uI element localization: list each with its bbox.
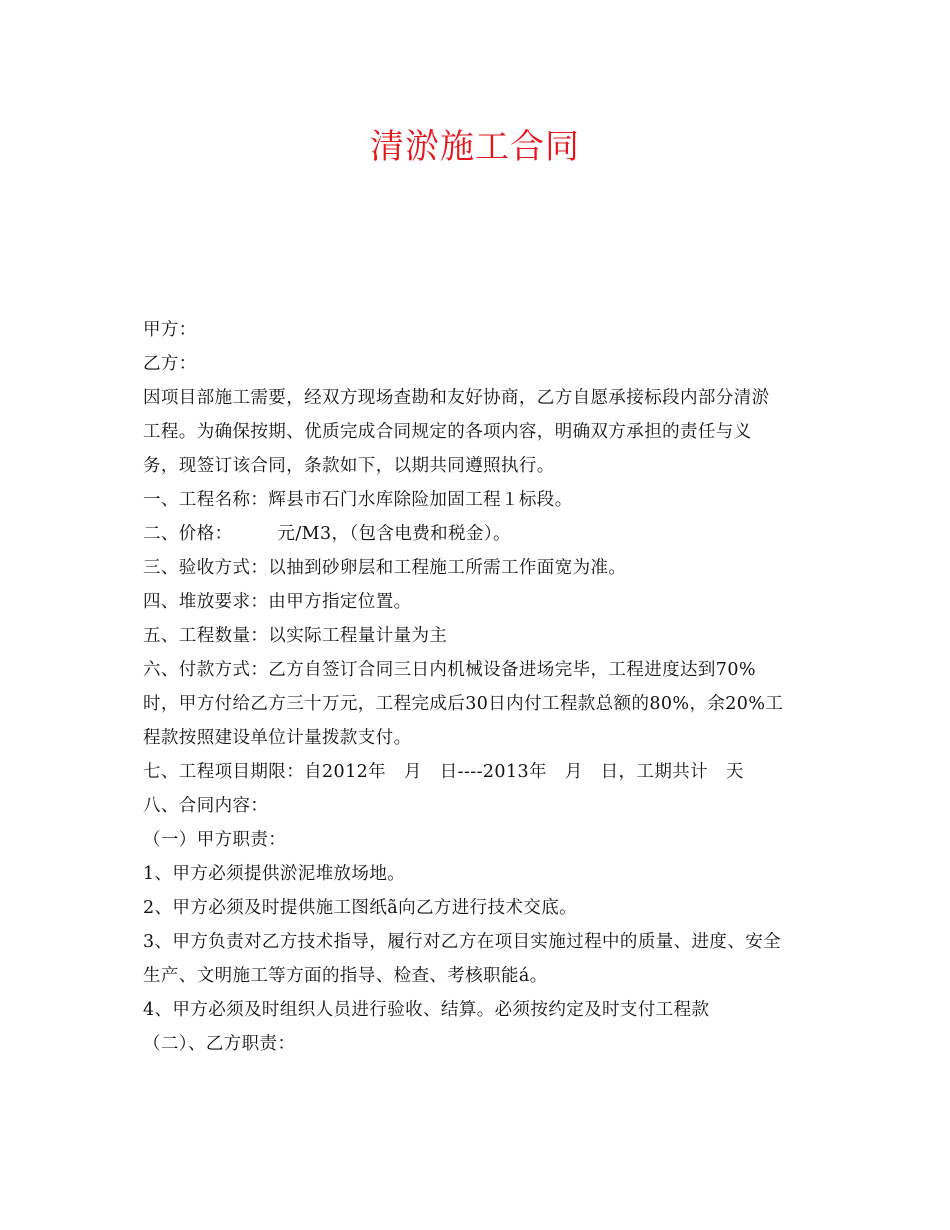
- clause-7-duration: 七、工程项目期限：自2012年 月 日----2013年 月 日，工期共计 天: [143, 762, 744, 782]
- clause-4-stockpile: 四、堆放要求：由甲方指定位置。: [143, 592, 412, 612]
- document-title: 清淤施工合同: [370, 127, 580, 167]
- intro-line-2: 工程。为确保按期、优质完成合同规定的各项内容，明确双方承担的责任与义: [143, 422, 752, 442]
- clause-5-quantity: 五、工程数量：以实际工程量计量为主: [143, 626, 448, 646]
- party-b-line: 乙方：: [143, 354, 197, 374]
- intro-line-1: 因项目部施工需要，经双方现场查勘和友好协商，乙方自愿承接标段内部分清淤: [143, 388, 770, 408]
- party-b-duties-heading: （二）、乙方职责：: [143, 1034, 296, 1054]
- party-a-duty-3-line-2: 生产、文明施工等方面的指导、检查、考核职能á。: [143, 966, 548, 986]
- party-a-duty-4: 4、甲方必须及时组织人员进行验收、结算。必须按约定及时支付工程款: [143, 1000, 710, 1020]
- clause-2-price: 二、价格： 元/M3，（包含电费和税金）。: [143, 524, 511, 544]
- clause-3-acceptance: 三、验收方式：以抽到砂卵层和工程施工所需工作面宽为准。: [143, 558, 627, 578]
- document-body: [143, 313, 813, 1061]
- clause-6-payment-line-2: 时，甲方付给乙方三十万元，工程完成后30日内付工程款总额的80%，余20%工: [143, 694, 784, 714]
- party-a-duty-1: 1、甲方必须提供淤泥堆放场地。: [143, 864, 406, 884]
- party-a-duty-3-line-1: 3、甲方负责对乙方技术指导，履行对乙方在项目实施过程中的质量、进度、安全: [143, 932, 782, 952]
- clause-6-payment-line-1: 六、付款方式：乙方自签订合同三日内机械设备进场完毕，工程进度达到70%: [143, 660, 756, 680]
- clause-6-payment-line-3: 程款按照建设单位计量拨款支付。: [143, 728, 412, 748]
- party-a-line: 甲方：: [143, 320, 197, 340]
- party-a-duty-2: 2、甲方必须及时提供施工图纸ã向乙方进行技术交底。: [143, 898, 578, 918]
- intro-line-3: 务，现签订该合同，条款如下，以期共同遵照执行。: [143, 456, 555, 476]
- party-a-duties-heading: （一）甲方职责：: [143, 830, 287, 850]
- clause-8-heading: 八、合同内容：: [143, 796, 269, 816]
- clause-1-project-name: 一、工程名称：辉县市石门水库除险加固工程１标段。: [143, 490, 573, 510]
